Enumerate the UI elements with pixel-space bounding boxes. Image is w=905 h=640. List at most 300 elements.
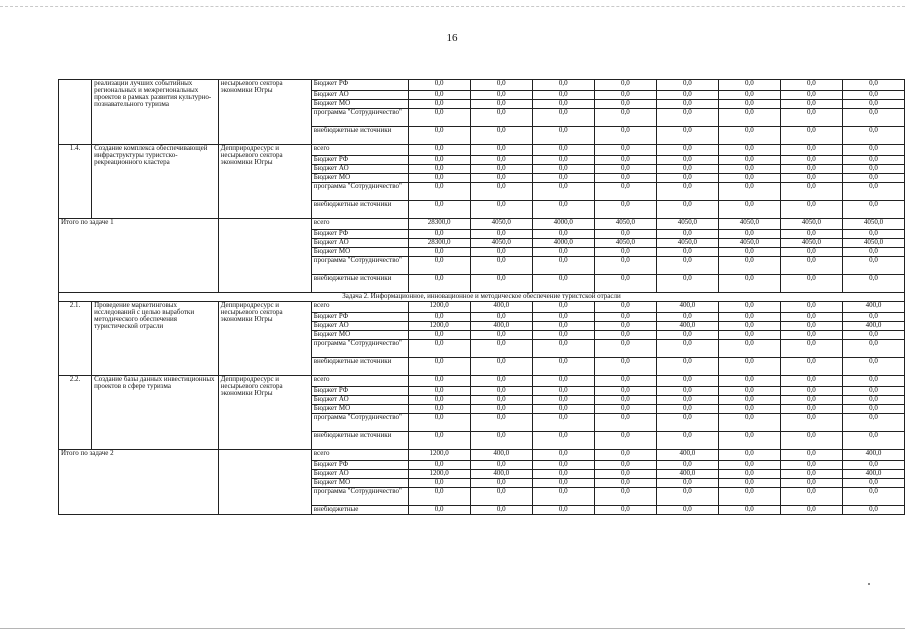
value-cell: 0,0 xyxy=(594,488,656,506)
value-cell: 400,0 xyxy=(842,322,904,331)
value-cell: 0,0 xyxy=(594,340,656,358)
value-cell: 0,0 xyxy=(780,488,842,506)
value-cell: 0,0 xyxy=(594,100,656,109)
value-cell: 0,0 xyxy=(470,91,532,100)
value-cell: 4050,0 xyxy=(656,239,718,248)
item-2-2-block xyxy=(59,376,905,450)
item-executor: Депприродресурс и несырьевого сектора экономики Югры xyxy=(218,302,311,376)
value-cell: 0,0 xyxy=(780,156,842,165)
value-cell: 0,0 xyxy=(594,376,656,387)
source-label: Бюджет МО xyxy=(311,479,408,488)
source-label: программа "Сотрудничество" xyxy=(311,257,408,275)
value-cell: 0,0 xyxy=(718,109,780,127)
value-cell: 0,0 xyxy=(780,302,842,313)
value-cell: 0,0 xyxy=(408,91,470,100)
source-label: Бюджет МО xyxy=(311,174,408,183)
total-task-1-label: Итого по задаче 1 xyxy=(59,219,219,293)
value-cell: 0,0 xyxy=(408,313,470,322)
value-cell: 0,0 xyxy=(470,479,532,488)
value-cell: 0,0 xyxy=(532,174,594,183)
value-cell: 0,0 xyxy=(470,275,532,293)
value-cell: 0,0 xyxy=(780,257,842,275)
value-cell: 0,0 xyxy=(594,450,656,461)
value-cell: 0,0 xyxy=(780,183,842,201)
value-cell: 0,0 xyxy=(532,414,594,432)
value-cell: 0,0 xyxy=(780,396,842,405)
item-name: Создание базы данных инвестиционных проектов в сфере туризма xyxy=(92,376,219,450)
value-cell: 0,0 xyxy=(718,358,780,376)
value-cell: 0,0 xyxy=(718,302,780,313)
value-cell: 0,0 xyxy=(780,387,842,396)
value-cell: 0,0 xyxy=(408,414,470,432)
value-cell: 0,0 xyxy=(842,488,904,506)
value-cell: 0,0 xyxy=(470,313,532,322)
value-cell: 0,0 xyxy=(532,109,594,127)
value-cell: 0,0 xyxy=(656,275,718,293)
value-cell: 400,0 xyxy=(470,470,532,479)
value-cell: 0,0 xyxy=(718,461,780,470)
value-cell: 0,0 xyxy=(718,479,780,488)
source-label: Бюджет АО xyxy=(311,165,408,174)
value-cell: 0,0 xyxy=(408,257,470,275)
value-cell: 0,0 xyxy=(718,376,780,387)
source-label: Бюджет МО xyxy=(311,100,408,109)
value-cell: 0,0 xyxy=(656,156,718,165)
value-cell: 0,0 xyxy=(532,322,594,331)
value-cell: 0,0 xyxy=(780,506,842,515)
value-cell: 0,0 xyxy=(470,248,532,257)
value-cell: 0,0 xyxy=(780,100,842,109)
value-cell: 0,0 xyxy=(656,100,718,109)
value-cell: 0,0 xyxy=(718,396,780,405)
value-cell: 4000,0 xyxy=(532,219,594,230)
source-label: Бюджет АО xyxy=(311,239,408,248)
value-cell: 0,0 xyxy=(532,506,594,515)
value-cell: 0,0 xyxy=(656,174,718,183)
value-cell: 0,0 xyxy=(718,322,780,331)
total-task-1-block xyxy=(59,219,905,293)
value-cell: 0,0 xyxy=(842,376,904,387)
value-cell: 0,0 xyxy=(594,358,656,376)
value-cell: 0,0 xyxy=(718,340,780,358)
value-cell: 0,0 xyxy=(408,109,470,127)
value-cell: 0,0 xyxy=(532,387,594,396)
value-cell: 0,0 xyxy=(594,396,656,405)
value-cell: 0,0 xyxy=(594,432,656,450)
source-label: Бюджет МО xyxy=(311,248,408,257)
source-label: Бюджет РФ xyxy=(311,230,408,239)
total-task-2-block xyxy=(59,450,905,515)
value-cell: 0,0 xyxy=(656,479,718,488)
value-cell: 1200,0 xyxy=(408,450,470,461)
value-cell: 0,0 xyxy=(780,91,842,100)
continuation-index xyxy=(59,80,92,145)
source-label: внебюджетные источники xyxy=(311,201,408,219)
value-cell: 0,0 xyxy=(532,91,594,100)
value-cell: 0,0 xyxy=(532,488,594,506)
value-cell: 0,0 xyxy=(594,248,656,257)
value-cell: 400,0 xyxy=(656,470,718,479)
value-cell: 0,0 xyxy=(594,127,656,145)
value-cell: 0,0 xyxy=(532,450,594,461)
value-cell: 0,0 xyxy=(594,80,656,91)
value-cell: 0,0 xyxy=(408,165,470,174)
value-cell: 0,0 xyxy=(780,450,842,461)
value-cell: 0,0 xyxy=(594,479,656,488)
value-cell: 0,0 xyxy=(470,405,532,414)
value-cell: 0,0 xyxy=(532,183,594,201)
value-cell: 0,0 xyxy=(842,432,904,450)
value-cell: 0,0 xyxy=(718,165,780,174)
value-cell: 0,0 xyxy=(842,506,904,515)
value-cell: 0,0 xyxy=(532,248,594,257)
value-cell: 0,0 xyxy=(842,156,904,165)
value-cell: 0,0 xyxy=(656,80,718,91)
source-label: программа "Сотрудничество" xyxy=(311,488,408,506)
value-cell: 0,0 xyxy=(408,461,470,470)
value-cell: 0,0 xyxy=(842,100,904,109)
value-cell: 0,0 xyxy=(656,405,718,414)
value-cell: 0,0 xyxy=(718,506,780,515)
value-cell: 0,0 xyxy=(780,313,842,322)
source-label: Бюджет РФ xyxy=(311,387,408,396)
source-label: Бюджет РФ xyxy=(311,461,408,470)
value-cell: 4050,0 xyxy=(780,239,842,248)
value-cell: 0,0 xyxy=(532,340,594,358)
value-cell: 0,0 xyxy=(842,109,904,127)
value-cell: 0,0 xyxy=(408,506,470,515)
value-cell: 0,0 xyxy=(594,230,656,239)
value-cell: 0,0 xyxy=(594,109,656,127)
value-cell: 0,0 xyxy=(656,257,718,275)
value-cell: 28300,0 xyxy=(408,239,470,248)
value-cell: 0,0 xyxy=(594,405,656,414)
value-cell: 0,0 xyxy=(656,461,718,470)
value-cell: 0,0 xyxy=(470,174,532,183)
value-cell: 0,0 xyxy=(842,461,904,470)
item-name: Проведение маркетинговых исследований с целью выработки методического обеспечения туристической отрасли xyxy=(92,302,219,376)
value-cell: 0,0 xyxy=(594,387,656,396)
value-cell: 0,0 xyxy=(780,275,842,293)
value-cell: 0,0 xyxy=(780,322,842,331)
value-cell: 0,0 xyxy=(408,331,470,340)
value-cell: 0,0 xyxy=(408,396,470,405)
value-cell: 0,0 xyxy=(842,174,904,183)
value-cell: 4050,0 xyxy=(780,219,842,230)
source-label: внебюджетные источники xyxy=(311,275,408,293)
value-cell: 0,0 xyxy=(780,340,842,358)
continuation-name: реализации лучших событийных региональных и межрегиональных проектов в рамках развития культурно-познавательного туризма xyxy=(92,80,219,145)
source-label: всего xyxy=(311,219,408,230)
value-cell: 0,0 xyxy=(532,396,594,405)
value-cell: 0,0 xyxy=(656,432,718,450)
value-cell: 0,0 xyxy=(656,183,718,201)
value-cell: 400,0 xyxy=(842,450,904,461)
value-cell: 4050,0 xyxy=(470,219,532,230)
source-label: всего xyxy=(311,450,408,461)
value-cell: 0,0 xyxy=(408,80,470,91)
value-cell: 0,0 xyxy=(594,91,656,100)
value-cell: 0,0 xyxy=(532,127,594,145)
value-cell: 0,0 xyxy=(532,461,594,470)
value-cell: 0,0 xyxy=(718,257,780,275)
value-cell: 0,0 xyxy=(718,414,780,432)
value-cell: 0,0 xyxy=(718,80,780,91)
value-cell: 0,0 xyxy=(718,450,780,461)
source-label: Бюджет АО xyxy=(311,396,408,405)
continuation-executor: несырьевого сектора экономики Югры xyxy=(218,80,311,145)
value-cell: 0,0 xyxy=(532,201,594,219)
value-cell: 0,0 xyxy=(408,100,470,109)
source-label: Бюджет РФ xyxy=(311,313,408,322)
value-cell: 4050,0 xyxy=(842,239,904,248)
value-cell: 0,0 xyxy=(842,248,904,257)
value-cell: 0,0 xyxy=(408,275,470,293)
scan-edge-top xyxy=(0,6,905,7)
value-cell: 0,0 xyxy=(656,396,718,405)
value-cell: 400,0 xyxy=(470,322,532,331)
value-cell: 0,0 xyxy=(594,414,656,432)
value-cell: 0,0 xyxy=(594,201,656,219)
value-cell: 0,0 xyxy=(780,331,842,340)
value-cell: 0,0 xyxy=(842,80,904,91)
value-cell: 0,0 xyxy=(780,376,842,387)
value-cell: 400,0 xyxy=(470,302,532,313)
value-cell: 0,0 xyxy=(470,109,532,127)
value-cell: 0,0 xyxy=(656,91,718,100)
value-cell: 0,0 xyxy=(656,376,718,387)
value-cell: 0,0 xyxy=(718,127,780,145)
value-cell: 0,0 xyxy=(408,405,470,414)
value-cell: 400,0 xyxy=(656,322,718,331)
value-cell: 0,0 xyxy=(532,405,594,414)
value-cell: 0,0 xyxy=(842,127,904,145)
value-cell: 0,0 xyxy=(532,80,594,91)
value-cell: 0,0 xyxy=(718,145,780,156)
value-cell: 0,0 xyxy=(656,165,718,174)
value-cell: 0,0 xyxy=(470,183,532,201)
source-label: Бюджет РФ xyxy=(311,80,408,91)
value-cell: 0,0 xyxy=(594,313,656,322)
item-executor: Депприродресурс и несырьевого сектора экономики Югры xyxy=(218,145,311,219)
value-cell: 0,0 xyxy=(842,340,904,358)
value-cell: 0,0 xyxy=(780,145,842,156)
value-cell: 0,0 xyxy=(656,145,718,156)
source-label: всего xyxy=(311,302,408,313)
value-cell: 0,0 xyxy=(408,156,470,165)
value-cell: 0,0 xyxy=(656,109,718,127)
value-cell: 0,0 xyxy=(842,145,904,156)
source-label: внебюджетные xyxy=(311,506,408,515)
item-index: 1.4. xyxy=(59,145,92,219)
value-cell: 0,0 xyxy=(656,488,718,506)
value-cell: 4050,0 xyxy=(842,219,904,230)
value-cell: 0,0 xyxy=(656,387,718,396)
value-cell: 0,0 xyxy=(532,165,594,174)
value-cell: 0,0 xyxy=(656,358,718,376)
total-executor xyxy=(218,450,311,515)
source-label: всего xyxy=(311,145,408,156)
value-cell: 0,0 xyxy=(718,470,780,479)
value-cell: 0,0 xyxy=(718,91,780,100)
value-cell: 0,0 xyxy=(470,127,532,145)
value-cell: 0,0 xyxy=(470,80,532,91)
value-cell: 0,0 xyxy=(408,479,470,488)
value-cell: 0,0 xyxy=(780,165,842,174)
value-cell: 0,0 xyxy=(470,100,532,109)
value-cell: 0,0 xyxy=(470,376,532,387)
value-cell: 0,0 xyxy=(718,313,780,322)
value-cell: 0,0 xyxy=(780,230,842,239)
value-cell: 0,0 xyxy=(470,331,532,340)
value-cell: 0,0 xyxy=(408,358,470,376)
value-cell: 0,0 xyxy=(718,248,780,257)
value-cell: 0,0 xyxy=(532,230,594,239)
value-cell: 0,0 xyxy=(780,470,842,479)
total-executor xyxy=(218,219,311,293)
value-cell: 4000,0 xyxy=(532,239,594,248)
value-cell: 400,0 xyxy=(470,450,532,461)
value-cell: 0,0 xyxy=(408,127,470,145)
value-cell: 0,0 xyxy=(594,156,656,165)
value-cell: 0,0 xyxy=(656,248,718,257)
value-cell: 0,0 xyxy=(532,358,594,376)
task-2-heading: Задача 2. Информационное, инновационное и методическое обеспечение туристской отрасли xyxy=(59,293,905,302)
value-cell: 0,0 xyxy=(408,376,470,387)
value-cell: 0,0 xyxy=(594,145,656,156)
value-cell: 0,0 xyxy=(470,396,532,405)
value-cell: 0,0 xyxy=(780,174,842,183)
item-name: Создание комплекса обеспечивающей инфраструктуры туристско-рекреационного кластера xyxy=(92,145,219,219)
value-cell: 0,0 xyxy=(594,331,656,340)
value-cell: 0,0 xyxy=(408,387,470,396)
value-cell: 0,0 xyxy=(594,275,656,293)
value-cell: 1200,0 xyxy=(408,302,470,313)
value-cell: 0,0 xyxy=(532,432,594,450)
value-cell: 0,0 xyxy=(408,145,470,156)
value-cell: 0,0 xyxy=(470,230,532,239)
value-cell: 0,0 xyxy=(656,230,718,239)
value-cell: 1200,0 xyxy=(408,322,470,331)
value-cell: 0,0 xyxy=(408,183,470,201)
value-cell: 0,0 xyxy=(780,248,842,257)
value-cell: 0,0 xyxy=(780,405,842,414)
value-cell: 0,0 xyxy=(780,109,842,127)
value-cell: 0,0 xyxy=(842,230,904,239)
value-cell: 0,0 xyxy=(842,331,904,340)
value-cell: 0,0 xyxy=(532,376,594,387)
value-cell: 0,0 xyxy=(532,302,594,313)
value-cell: 0,0 xyxy=(718,201,780,219)
source-label: внебюджетные источники xyxy=(311,127,408,145)
value-cell: 0,0 xyxy=(842,275,904,293)
value-cell: 0,0 xyxy=(470,414,532,432)
value-cell: 0,0 xyxy=(532,100,594,109)
item-index: 2.2. xyxy=(59,376,92,450)
source-label: Бюджет МО xyxy=(311,405,408,414)
value-cell: 0,0 xyxy=(470,432,532,450)
value-cell: 0,0 xyxy=(594,322,656,331)
value-cell: 0,0 xyxy=(780,461,842,470)
value-cell: 0,0 xyxy=(718,183,780,201)
scan-edge-bottom xyxy=(0,628,905,629)
value-cell: 0,0 xyxy=(656,506,718,515)
value-cell: 4050,0 xyxy=(470,239,532,248)
value-cell: 0,0 xyxy=(408,432,470,450)
value-cell: 0,0 xyxy=(532,257,594,275)
value-cell: 0,0 xyxy=(718,275,780,293)
continuation-block xyxy=(59,80,905,145)
value-cell: 0,0 xyxy=(656,414,718,432)
value-cell: 0,0 xyxy=(532,156,594,165)
program-table xyxy=(58,79,905,515)
value-cell: 0,0 xyxy=(470,156,532,165)
value-cell: 0,0 xyxy=(780,201,842,219)
value-cell: 400,0 xyxy=(656,302,718,313)
value-cell: 0,0 xyxy=(470,461,532,470)
value-cell: 0,0 xyxy=(780,358,842,376)
value-cell: 0,0 xyxy=(780,432,842,450)
source-label: Бюджет МО xyxy=(311,331,408,340)
value-cell: 0,0 xyxy=(656,127,718,145)
value-cell: 0,0 xyxy=(470,506,532,515)
value-cell: 0,0 xyxy=(470,387,532,396)
value-cell: 0,0 xyxy=(842,165,904,174)
value-cell: 0,0 xyxy=(656,201,718,219)
value-cell: 0,0 xyxy=(470,340,532,358)
value-cell: 4050,0 xyxy=(718,219,780,230)
value-cell: 0,0 xyxy=(470,488,532,506)
total-task-2-label: Итого по задаче 2 xyxy=(59,450,219,515)
task-2-heading-block xyxy=(59,293,905,302)
value-cell: 0,0 xyxy=(842,405,904,414)
value-cell: 0,0 xyxy=(718,174,780,183)
value-cell: 0,0 xyxy=(842,396,904,405)
value-cell: 0,0 xyxy=(780,479,842,488)
value-cell: 0,0 xyxy=(780,414,842,432)
value-cell: 4050,0 xyxy=(718,239,780,248)
value-cell: 400,0 xyxy=(842,470,904,479)
value-cell: 0,0 xyxy=(718,488,780,506)
value-cell: 0,0 xyxy=(408,248,470,257)
item-2-1-block xyxy=(59,302,905,376)
value-cell: 0,0 xyxy=(780,80,842,91)
value-cell: 0,0 xyxy=(656,313,718,322)
value-cell: 0,0 xyxy=(842,201,904,219)
value-cell: 0,0 xyxy=(842,257,904,275)
value-cell: 0,0 xyxy=(718,387,780,396)
value-cell: 0,0 xyxy=(842,313,904,322)
value-cell: 400,0 xyxy=(656,450,718,461)
source-label: программа "Сотрудничество" xyxy=(311,340,408,358)
page-number: 16 xyxy=(446,32,458,44)
value-cell: 0,0 xyxy=(594,506,656,515)
value-cell: 0,0 xyxy=(470,145,532,156)
value-cell: 0,0 xyxy=(656,331,718,340)
scan-speck xyxy=(868,583,870,585)
source-label: внебюджетные источники xyxy=(311,432,408,450)
source-label: Бюджет АО xyxy=(311,470,408,479)
value-cell: 0,0 xyxy=(532,313,594,322)
item-executor: Депприродресурс и несырьевого сектора экономики Югры xyxy=(218,376,311,450)
value-cell: 0,0 xyxy=(718,156,780,165)
value-cell: 0,0 xyxy=(532,470,594,479)
value-cell: 0,0 xyxy=(842,91,904,100)
value-cell: 0,0 xyxy=(594,302,656,313)
value-cell: 0,0 xyxy=(718,405,780,414)
value-cell: 0,0 xyxy=(594,470,656,479)
value-cell: 0,0 xyxy=(408,174,470,183)
